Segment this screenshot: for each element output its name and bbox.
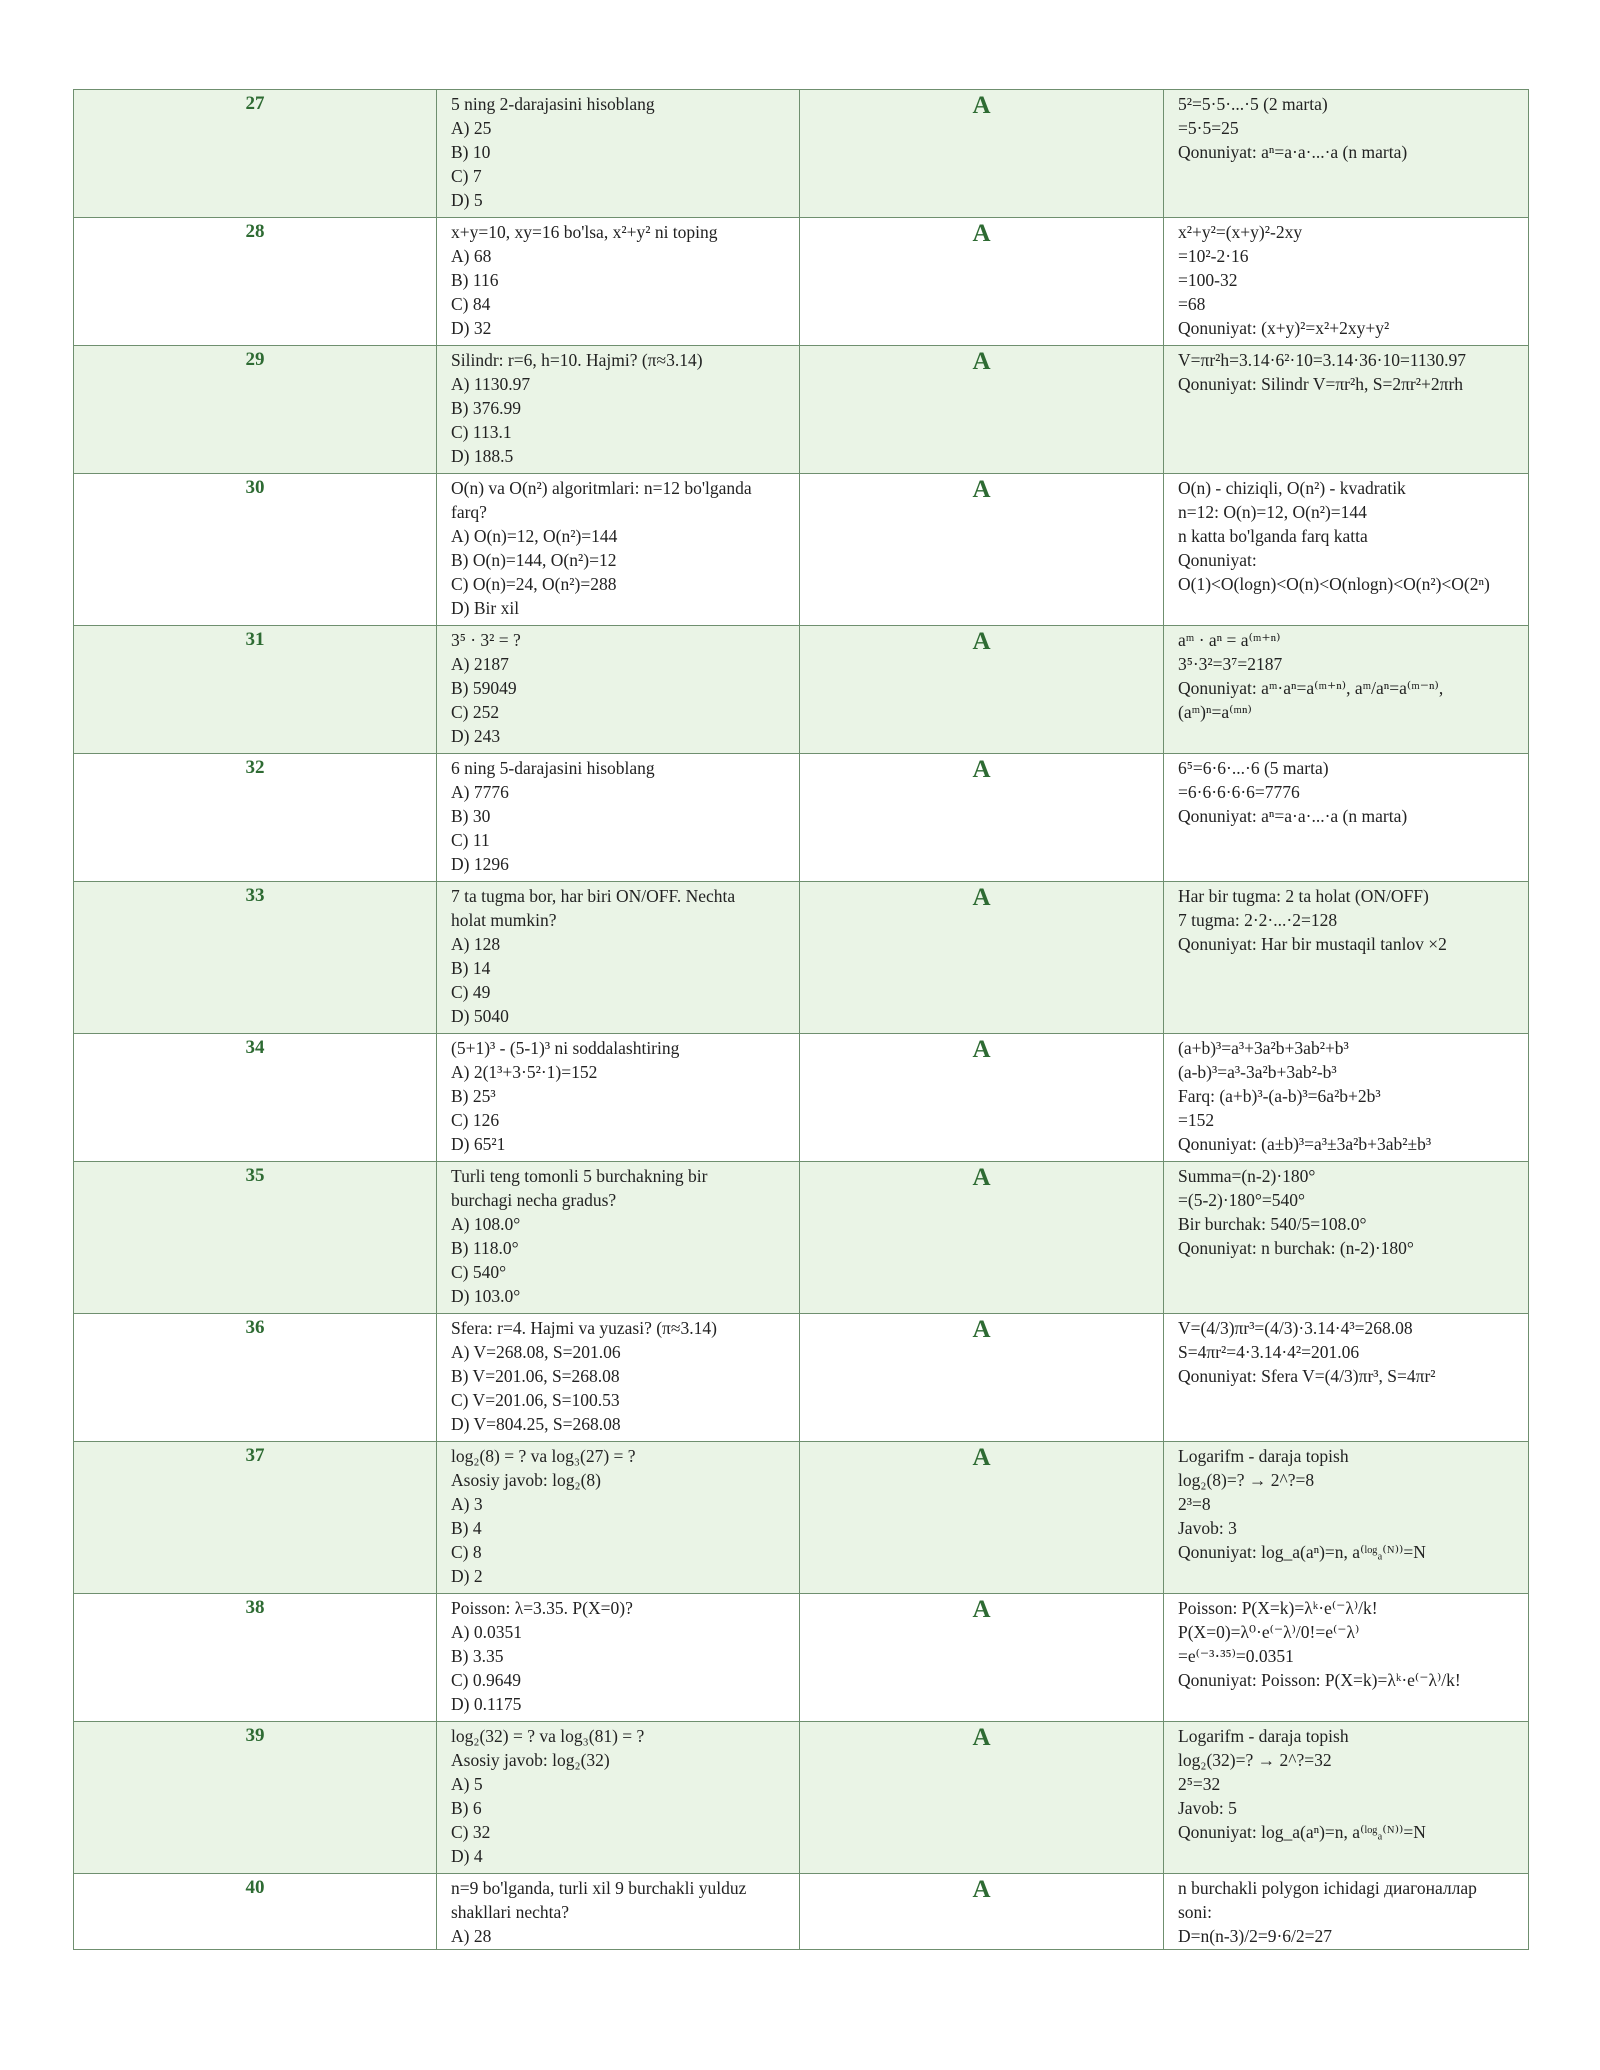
solution-line: Qonuniyat: aⁿ=a·a·...·a (n marta) [1178, 806, 1408, 826]
question-line: A) O(n)=12, O(n²)=144 [451, 526, 618, 546]
question-text [437, 1874, 800, 1950]
question-line: D) 2 [451, 1566, 483, 1586]
table-row [74, 1874, 1529, 1950]
table-row [74, 474, 1529, 626]
question-line: D) 4 [451, 1846, 483, 1866]
solution-line: Qonuniyat: [1178, 550, 1257, 570]
solution-line: 2⁵=32 [1178, 1774, 1221, 1794]
correct-answer: A [800, 90, 1164, 218]
table-row [74, 1034, 1529, 1162]
question-text [437, 1314, 800, 1442]
solution-line: 7 tugma: 2·2·...·2=128 [1178, 910, 1338, 930]
question-number: 29 [74, 346, 437, 474]
correct-answer: A [800, 1034, 1164, 1162]
question-line: C) V=201.06, S=100.53 [451, 1390, 620, 1410]
question-number: 37 [74, 1442, 437, 1594]
table-row [74, 346, 1529, 474]
question-line: A) 128 [451, 934, 501, 954]
solution-line: Summa=(n-2)·180° [1178, 1166, 1316, 1186]
question-text [437, 474, 800, 626]
question-line: A) 28 [451, 1926, 492, 1946]
solution-text [1164, 1314, 1529, 1442]
question-line: C) 49 [451, 982, 491, 1002]
solution-text [1164, 754, 1529, 882]
question-line: log₂(32) = ? va log₃(81) = ? [451, 1726, 645, 1746]
solution-line: Qonuniyat: (a±b)³=a³±3a²b+3ab²±b³ [1178, 1134, 1432, 1154]
solution-line: Har bir tugma: 2 ta holat (ON/OFF) [1178, 886, 1429, 906]
question-number: 32 [74, 754, 437, 882]
question-line: B) 118.0° [451, 1238, 519, 1258]
solution-line: Qonuniyat: Poisson: P(X=k)=λᵏ·e⁽⁻λ⁾/k! [1178, 1670, 1461, 1690]
question-line: B) 6 [451, 1798, 482, 1818]
solution-line: Logarifm - daraja topish [1178, 1446, 1349, 1466]
question-line: B) O(n)=144, O(n²)=12 [451, 550, 617, 570]
solution-line: =e⁽⁻³·³⁵⁾=0.0351 [1178, 1646, 1294, 1666]
question-line: 5 ning 2-darajasini hisoblang [451, 94, 655, 114]
solution-line: Qonuniyat: log_a(aⁿ)=n, a⁽ˡᵒᵍₐ⁽ᴺ⁾⁾=N [1178, 1822, 1426, 1842]
solution-text [1164, 1594, 1529, 1722]
question-number: 33 [74, 882, 437, 1034]
question-line: shakllari nechta? [451, 1902, 570, 1922]
solution-line: aᵐ · aⁿ = a⁽ᵐ⁺ⁿ⁾ [1178, 630, 1281, 650]
table-row [74, 626, 1529, 754]
solution-line: n burchakli polygon ichidagi диагоналлар [1178, 1878, 1477, 1898]
question-text [437, 1034, 800, 1162]
question-number: 30 [74, 474, 437, 626]
question-number: 36 [74, 1314, 437, 1442]
solution-line: =(5-2)·180°=540° [1178, 1190, 1306, 1210]
question-line: Poisson: λ=3.35. P(X=0)? [451, 1598, 633, 1618]
question-text [437, 754, 800, 882]
question-line: holat mumkin? [451, 910, 557, 930]
question-number: 35 [74, 1162, 437, 1314]
question-line: log₂(8) = ? va log₃(27) = ? [451, 1446, 636, 1466]
question-text [437, 218, 800, 346]
solution-line: O(1)<O(logn)<O(n)<O(nlogn)<O(n²)<O(2ⁿ) [1178, 574, 1490, 594]
question-line: D) 1296 [451, 854, 509, 874]
question-line: C) 32 [451, 1822, 491, 1842]
solution-line: (a-b)³=a³-3a²b+3ab²-b³ [1178, 1062, 1337, 1082]
question-text [437, 1162, 800, 1314]
question-line: D) 32 [451, 318, 492, 338]
question-line: B) 59049 [451, 678, 517, 698]
correct-answer: A [800, 754, 1164, 882]
solution-line: S=4πr²=4·3.14·4²=201.06 [1178, 1342, 1360, 1362]
solution-line: =100-32 [1178, 270, 1238, 290]
solution-line: Qonuniyat: Har bir mustaqil tanlov ×2 [1178, 934, 1447, 954]
question-line: C) 252 [451, 702, 500, 722]
question-line: B) 14 [451, 958, 491, 978]
solution-text [1164, 1874, 1529, 1950]
question-line: D) 243 [451, 726, 501, 746]
question-line: D) V=804.25, S=268.08 [451, 1414, 621, 1434]
correct-answer: A [800, 1314, 1164, 1442]
table-row [74, 882, 1529, 1034]
solution-line: D=n(n-3)/2=9·6/2=27 [1178, 1926, 1333, 1946]
solution-line: 2³=8 [1178, 1494, 1211, 1514]
question-line: Turli teng tomonli 5 burchakning bir [451, 1166, 708, 1186]
solution-line: V=πr²h=3.14·6²·10=3.14·36·10=1130.97 [1178, 350, 1467, 370]
solution-line: Javob: 3 [1178, 1518, 1237, 1538]
solution-text [1164, 1162, 1529, 1314]
correct-answer: A [800, 346, 1164, 474]
question-line: D) 0.1175 [451, 1694, 522, 1714]
question-text [437, 346, 800, 474]
solution-text [1164, 346, 1529, 474]
solution-text [1164, 1442, 1529, 1594]
question-text [437, 1722, 800, 1874]
question-text [437, 626, 800, 754]
question-number: 27 [74, 90, 437, 218]
question-line: C) 113.1 [451, 422, 512, 442]
solution-line: Qonuniyat: aᵐ·aⁿ=a⁽ᵐ⁺ⁿ⁾, aᵐ/aⁿ=a⁽ᵐ⁻ⁿ⁾, [1178, 678, 1444, 698]
question-line: D) 65²1 [451, 1134, 506, 1154]
question-line: B) 30 [451, 806, 491, 826]
answer-table-body [74, 90, 1529, 1950]
question-line: C) 8 [451, 1542, 482, 1562]
correct-answer: A [800, 1442, 1164, 1594]
question-text [437, 90, 800, 218]
solution-line: n=12: O(n)=12, O(n²)=144 [1178, 502, 1367, 522]
solution-line: n katta bo'lganda farq katta [1178, 526, 1368, 546]
question-text [437, 1442, 800, 1594]
solution-text [1164, 474, 1529, 626]
table-row [74, 218, 1529, 346]
solution-text [1164, 626, 1529, 754]
solution-line: Qonuniyat: (x+y)²=x²+2xy+y² [1178, 318, 1390, 338]
correct-answer: A [800, 1722, 1164, 1874]
question-number: 28 [74, 218, 437, 346]
solution-line: =68 [1178, 294, 1206, 314]
answer-table [73, 89, 1529, 1950]
question-line: Silindr: r=6, h=10. Hajmi? (π≈3.14) [451, 350, 703, 370]
question-line: x+y=10, xy=16 bo'lsa, x²+y² ni toping [451, 222, 718, 242]
question-number: 39 [74, 1722, 437, 1874]
solution-line: Logarifm - daraja topish [1178, 1726, 1349, 1746]
table-row [74, 1162, 1529, 1314]
solution-line: Qonuniyat: log_a(aⁿ)=n, a⁽ˡᵒᵍₐ⁽ᴺ⁾⁾=N [1178, 1542, 1426, 1562]
question-line: C) 84 [451, 294, 491, 314]
solution-line: x²+y²=(x+y)²-2xy [1178, 222, 1303, 242]
solution-line: 3⁵·3²=3⁷=2187 [1178, 654, 1283, 674]
question-line: C) 11 [451, 830, 490, 850]
question-line: A) 7776 [451, 782, 509, 802]
question-line: A) 2(1³+3·5²·1)=152 [451, 1062, 598, 1082]
solution-line: P(X=0)=λ⁰·e⁽⁻λ⁾/0!=e⁽⁻λ⁾ [1178, 1622, 1360, 1642]
solution-line: Javob: 5 [1178, 1798, 1237, 1818]
question-line: A) V=268.08, S=201.06 [451, 1342, 621, 1362]
question-line: 3⁵ · 3² = ? [451, 630, 521, 650]
solution-line: Qonuniyat: n burchak: (n-2)·180° [1178, 1238, 1414, 1258]
solution-line: (a+b)³=a³+3a²b+3ab²+b³ [1178, 1038, 1349, 1058]
table-row [74, 90, 1529, 218]
correct-answer: A [800, 1162, 1164, 1314]
question-line: Sfera: r=4. Hajmi va yuzasi? (π≈3.14) [451, 1318, 717, 1338]
correct-answer: A [800, 882, 1164, 1034]
question-line: A) 25 [451, 118, 492, 138]
table-row [74, 1314, 1529, 1442]
table-row [74, 1594, 1529, 1722]
table-row [74, 1442, 1529, 1594]
solution-line: Qonuniyat: Sfera V=(4/3)πr³, S=4πr² [1178, 1366, 1436, 1386]
question-number: 38 [74, 1594, 437, 1722]
solution-line: Poisson: P(X=k)=λᵏ·e⁽⁻λ⁾/k! [1178, 1598, 1378, 1618]
question-line: (5+1)³ - (5-1)³ ni soddalashtiring [451, 1038, 680, 1058]
question-line: C) 0.9649 [451, 1670, 521, 1690]
solution-line: =10²-2·16 [1178, 246, 1249, 266]
question-line: O(n) va O(n²) algoritmlari: n=12 bo'lganda [451, 478, 752, 498]
question-line: B) V=201.06, S=268.08 [451, 1366, 620, 1386]
question-line: D) Bir xil [451, 598, 520, 618]
solution-line: =6·6·6·6·6=7776 [1178, 782, 1300, 802]
question-line: C) 7 [451, 166, 482, 186]
question-line: Asosiy javob: log₂(8) [451, 1470, 601, 1490]
solution-line: (aᵐ)ⁿ=a⁽ᵐⁿ⁾ [1178, 702, 1252, 722]
question-line: B) 116 [451, 270, 499, 290]
question-line: A) 1130.97 [451, 374, 531, 394]
solution-line: Qonuniyat: aⁿ=a·a·...·a (n marta) [1178, 142, 1408, 162]
solution-line: 5²=5·5·...·5 (2 marta) [1178, 94, 1328, 114]
question-line: B) 10 [451, 142, 491, 162]
solution-text [1164, 1034, 1529, 1162]
question-line: B) 25³ [451, 1086, 496, 1106]
question-text [437, 882, 800, 1034]
question-line: B) 4 [451, 1518, 482, 1538]
solution-text [1164, 1722, 1529, 1874]
correct-answer: A [800, 1594, 1164, 1722]
question-line: C) 126 [451, 1110, 500, 1130]
solution-text [1164, 90, 1529, 218]
table-row [74, 754, 1529, 882]
solution-line: V=(4/3)πr³=(4/3)·3.14·4³=268.08 [1178, 1318, 1413, 1338]
question-line: B) 3.35 [451, 1646, 504, 1666]
question-line: A) 68 [451, 246, 492, 266]
question-line: burchagi necha gradus? [451, 1190, 617, 1210]
correct-answer: A [800, 626, 1164, 754]
question-number: 34 [74, 1034, 437, 1162]
question-line: D) 5 [451, 190, 483, 210]
correct-answer: A [800, 218, 1164, 346]
question-number: 40 [74, 1874, 437, 1950]
solution-line: =152 [1178, 1110, 1215, 1130]
solution-line: Farq: (a+b)³-(a-b)³=6a²b+2b³ [1178, 1086, 1381, 1106]
solution-line: =5·5=25 [1178, 118, 1239, 138]
question-line: n=9 bo'lganda, turli xil 9 burchakli yulduz [451, 1878, 747, 1898]
solution-line: O(n) - chiziqli, O(n²) - kvadratik [1178, 478, 1406, 498]
solution-text [1164, 882, 1529, 1034]
solution-line: 6⁵=6·6·...·6 (5 marta) [1178, 758, 1329, 778]
correct-answer: A [800, 1874, 1164, 1950]
question-number: 31 [74, 626, 437, 754]
question-line: D) 188.5 [451, 446, 514, 466]
question-line: C) O(n)=24, O(n²)=288 [451, 574, 617, 594]
solution-line: Qonuniyat: Silindr V=πr²h, S=2πr²+2πrh [1178, 374, 1464, 394]
question-line: 6 ning 5-darajasini hisoblang [451, 758, 655, 778]
solution-line: log₂(8)=? → 2^?=8 [1178, 1470, 1315, 1490]
question-line: A) 3 [451, 1494, 483, 1514]
question-line: A) 0.0351 [451, 1622, 522, 1642]
solution-line: Bir burchak: 540/5=108.0° [1178, 1214, 1367, 1234]
question-line: B) 376.99 [451, 398, 521, 418]
correct-answer: A [800, 474, 1164, 626]
question-text [437, 1594, 800, 1722]
table-row [74, 1722, 1529, 1874]
question-line: farq? [451, 502, 487, 522]
question-line: C) 540° [451, 1262, 507, 1282]
question-line: 7 ta tugma bor, har biri ON/OFF. Nechta [451, 886, 736, 906]
question-line: Asosiy javob: log₂(32) [451, 1750, 610, 1770]
question-line: A) 5 [451, 1774, 483, 1794]
question-line: A) 2187 [451, 654, 509, 674]
question-line: A) 108.0° [451, 1214, 521, 1234]
question-line: D) 5040 [451, 1006, 509, 1026]
solution-line: log₂(32)=? → 2^?=32 [1178, 1750, 1332, 1770]
solution-line: soni: [1178, 1902, 1213, 1922]
solution-text [1164, 218, 1529, 346]
question-line: D) 103.0° [451, 1286, 521, 1306]
